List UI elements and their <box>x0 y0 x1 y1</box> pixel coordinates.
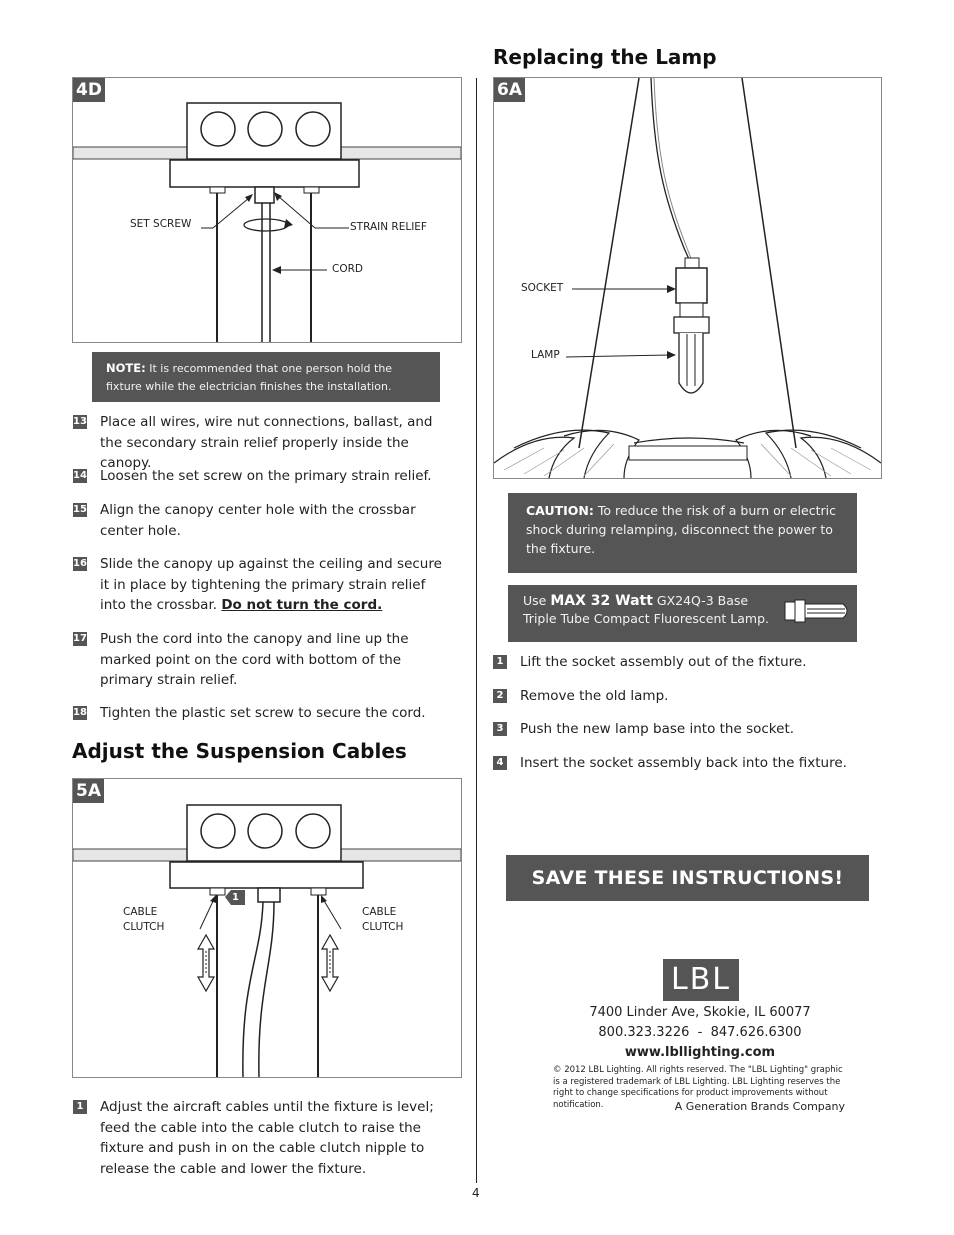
step-text: Tighten the plastic set screw to secure the cord. <box>100 705 426 721</box>
canopy-strain-relief-illustration <box>73 78 461 342</box>
note-label: NOTE: <box>106 361 146 375</box>
label-socket: SOCKET <box>521 282 564 294</box>
lamp-spec-wattage: MAX 32 Watt <box>550 593 653 609</box>
footer-website[interactable]: www.lbllighting.com <box>624 1045 776 1060</box>
step-number: 4 <box>493 756 507 770</box>
socket-lamp-illustration <box>494 78 881 478</box>
section-heading-replace: Replacing the Lamp <box>493 45 717 69</box>
figure-5a <box>72 778 462 1078</box>
step-number: 15 <box>73 504 87 515</box>
step-number: 13 <box>73 416 87 427</box>
step-lamp-2 <box>493 686 873 707</box>
section-heading-adjust: Adjust the Suspension Cables <box>72 739 407 763</box>
step-lamp-3 <box>493 719 873 740</box>
footer-company: A Generation Brands Company <box>674 1100 845 1113</box>
step-13 <box>73 412 448 474</box>
lamp-spec-line-2: Triple Tube Compact Fluorescent Lamp. <box>523 611 770 626</box>
step-number: 1 <box>73 1100 87 1114</box>
note-box <box>92 352 440 402</box>
step-text: Remove the old lamp. <box>520 688 669 704</box>
label-cable-clutch-right <box>362 905 403 935</box>
step-adjust-cables <box>73 1097 448 1179</box>
label-line: CLUTCH <box>362 921 404 933</box>
label-cord: CORD <box>332 263 363 275</box>
figure-6a <box>493 77 882 479</box>
step-text: Align the canopy center hole with the crossbar center hole. <box>100 502 416 539</box>
column-divider <box>476 78 477 1183</box>
caution-box <box>508 493 857 573</box>
footer-phones: 800.323.3226 - 847.626.6300 <box>598 1025 802 1040</box>
label-line: CABLE <box>362 906 397 918</box>
label-strain-relief: STRAIN RELIEF <box>350 221 427 233</box>
step-number: 17 <box>73 633 87 644</box>
step-text: Place all wires, wire nut connections, ballast, and the secondary strain relief properly inside the canopy. <box>100 414 433 471</box>
footer-copyright: © 2012 LBL Lighting. All rights reserved. The "LBL Lighting" graphic is a registered trademark of LBL Lighting. LBL Lighting reserves the right to change specifications for product improvements without notification. <box>553 1065 843 1110</box>
label-line: CLUTCH <box>123 921 165 933</box>
step-17 <box>73 629 448 691</box>
cfl-lamp-icon <box>783 596 853 626</box>
step-number: 2 <box>493 689 507 703</box>
figure-tag-6a: 6A <box>494 78 525 102</box>
logo-text: LBL <box>670 962 731 997</box>
lamp-spec-box <box>508 585 857 642</box>
step-text: Lift the socket assembly out of the fixture. <box>520 654 807 670</box>
save-instructions-banner <box>506 855 869 901</box>
step-text: Loosen the set screw on the primary strain relief. <box>100 468 432 484</box>
caution-label: CAUTION: <box>526 503 594 518</box>
step-text: Adjust the aircraft cables until the fixture is level; feed the cable into the cable clutch to raise the fixture and push in on the cable clutch nipple to release the cable and lower the fixture. <box>100 1099 434 1177</box>
lamp-spec-prefix: Use <box>523 593 547 608</box>
step-text: Slide the canopy up against the ceiling and secure it in place by tightening the primary strain relief into the crossbar. <box>100 556 442 613</box>
page-number: 4 <box>472 1186 480 1200</box>
step-text: Insert the socket assembly back into the fixture. <box>520 755 847 771</box>
step-15 <box>73 500 448 541</box>
label-cable-clutch-left <box>123 905 164 935</box>
lbl-logo <box>663 959 739 1001</box>
step-number: 3 <box>493 722 507 736</box>
label-line: CABLE <box>123 906 158 918</box>
step-number: 18 <box>73 707 87 718</box>
lamp-spec-base: GX24Q-3 Base <box>656 593 749 608</box>
lamp-spec-line-1 <box>523 592 769 610</box>
step-16 <box>73 554 448 616</box>
figure-tag-5a: 5A <box>73 779 104 803</box>
step-18 <box>73 703 448 724</box>
footer-address: 7400 Linder Ave, Skokie, IL 60077 <box>589 1005 811 1020</box>
label-lamp: LAMP <box>531 349 560 361</box>
step-text: Push the cord into the canopy and line up the marked point on the cord with bottom of the primary strain relief. <box>100 631 409 688</box>
callout-number: 1 <box>232 892 239 903</box>
step-lamp-1 <box>493 652 873 673</box>
step-number: 14 <box>73 470 87 481</box>
step-text: Push the new lamp base into the socket. <box>520 721 795 737</box>
caution-text: To reduce the risk of a burn or electric shock during relamping, disconnect the power to the fixture. <box>526 503 836 556</box>
step-lamp-4 <box>493 753 873 774</box>
step-emphasis: Do not turn the cord. <box>221 597 383 613</box>
step-number: 16 <box>73 558 87 569</box>
step-number: 1 <box>493 655 507 669</box>
label-set-screw: SET SCREW <box>130 218 192 230</box>
save-instructions-text: SAVE THESE INSTRUCTIONS! <box>531 867 844 889</box>
step-14 <box>73 466 448 487</box>
figure-4d <box>72 77 462 343</box>
figure-tag-4d: 4D <box>73 78 105 102</box>
note-text: It is recommended that one person hold the fixture while the electrician finishes the installation. <box>106 362 393 393</box>
